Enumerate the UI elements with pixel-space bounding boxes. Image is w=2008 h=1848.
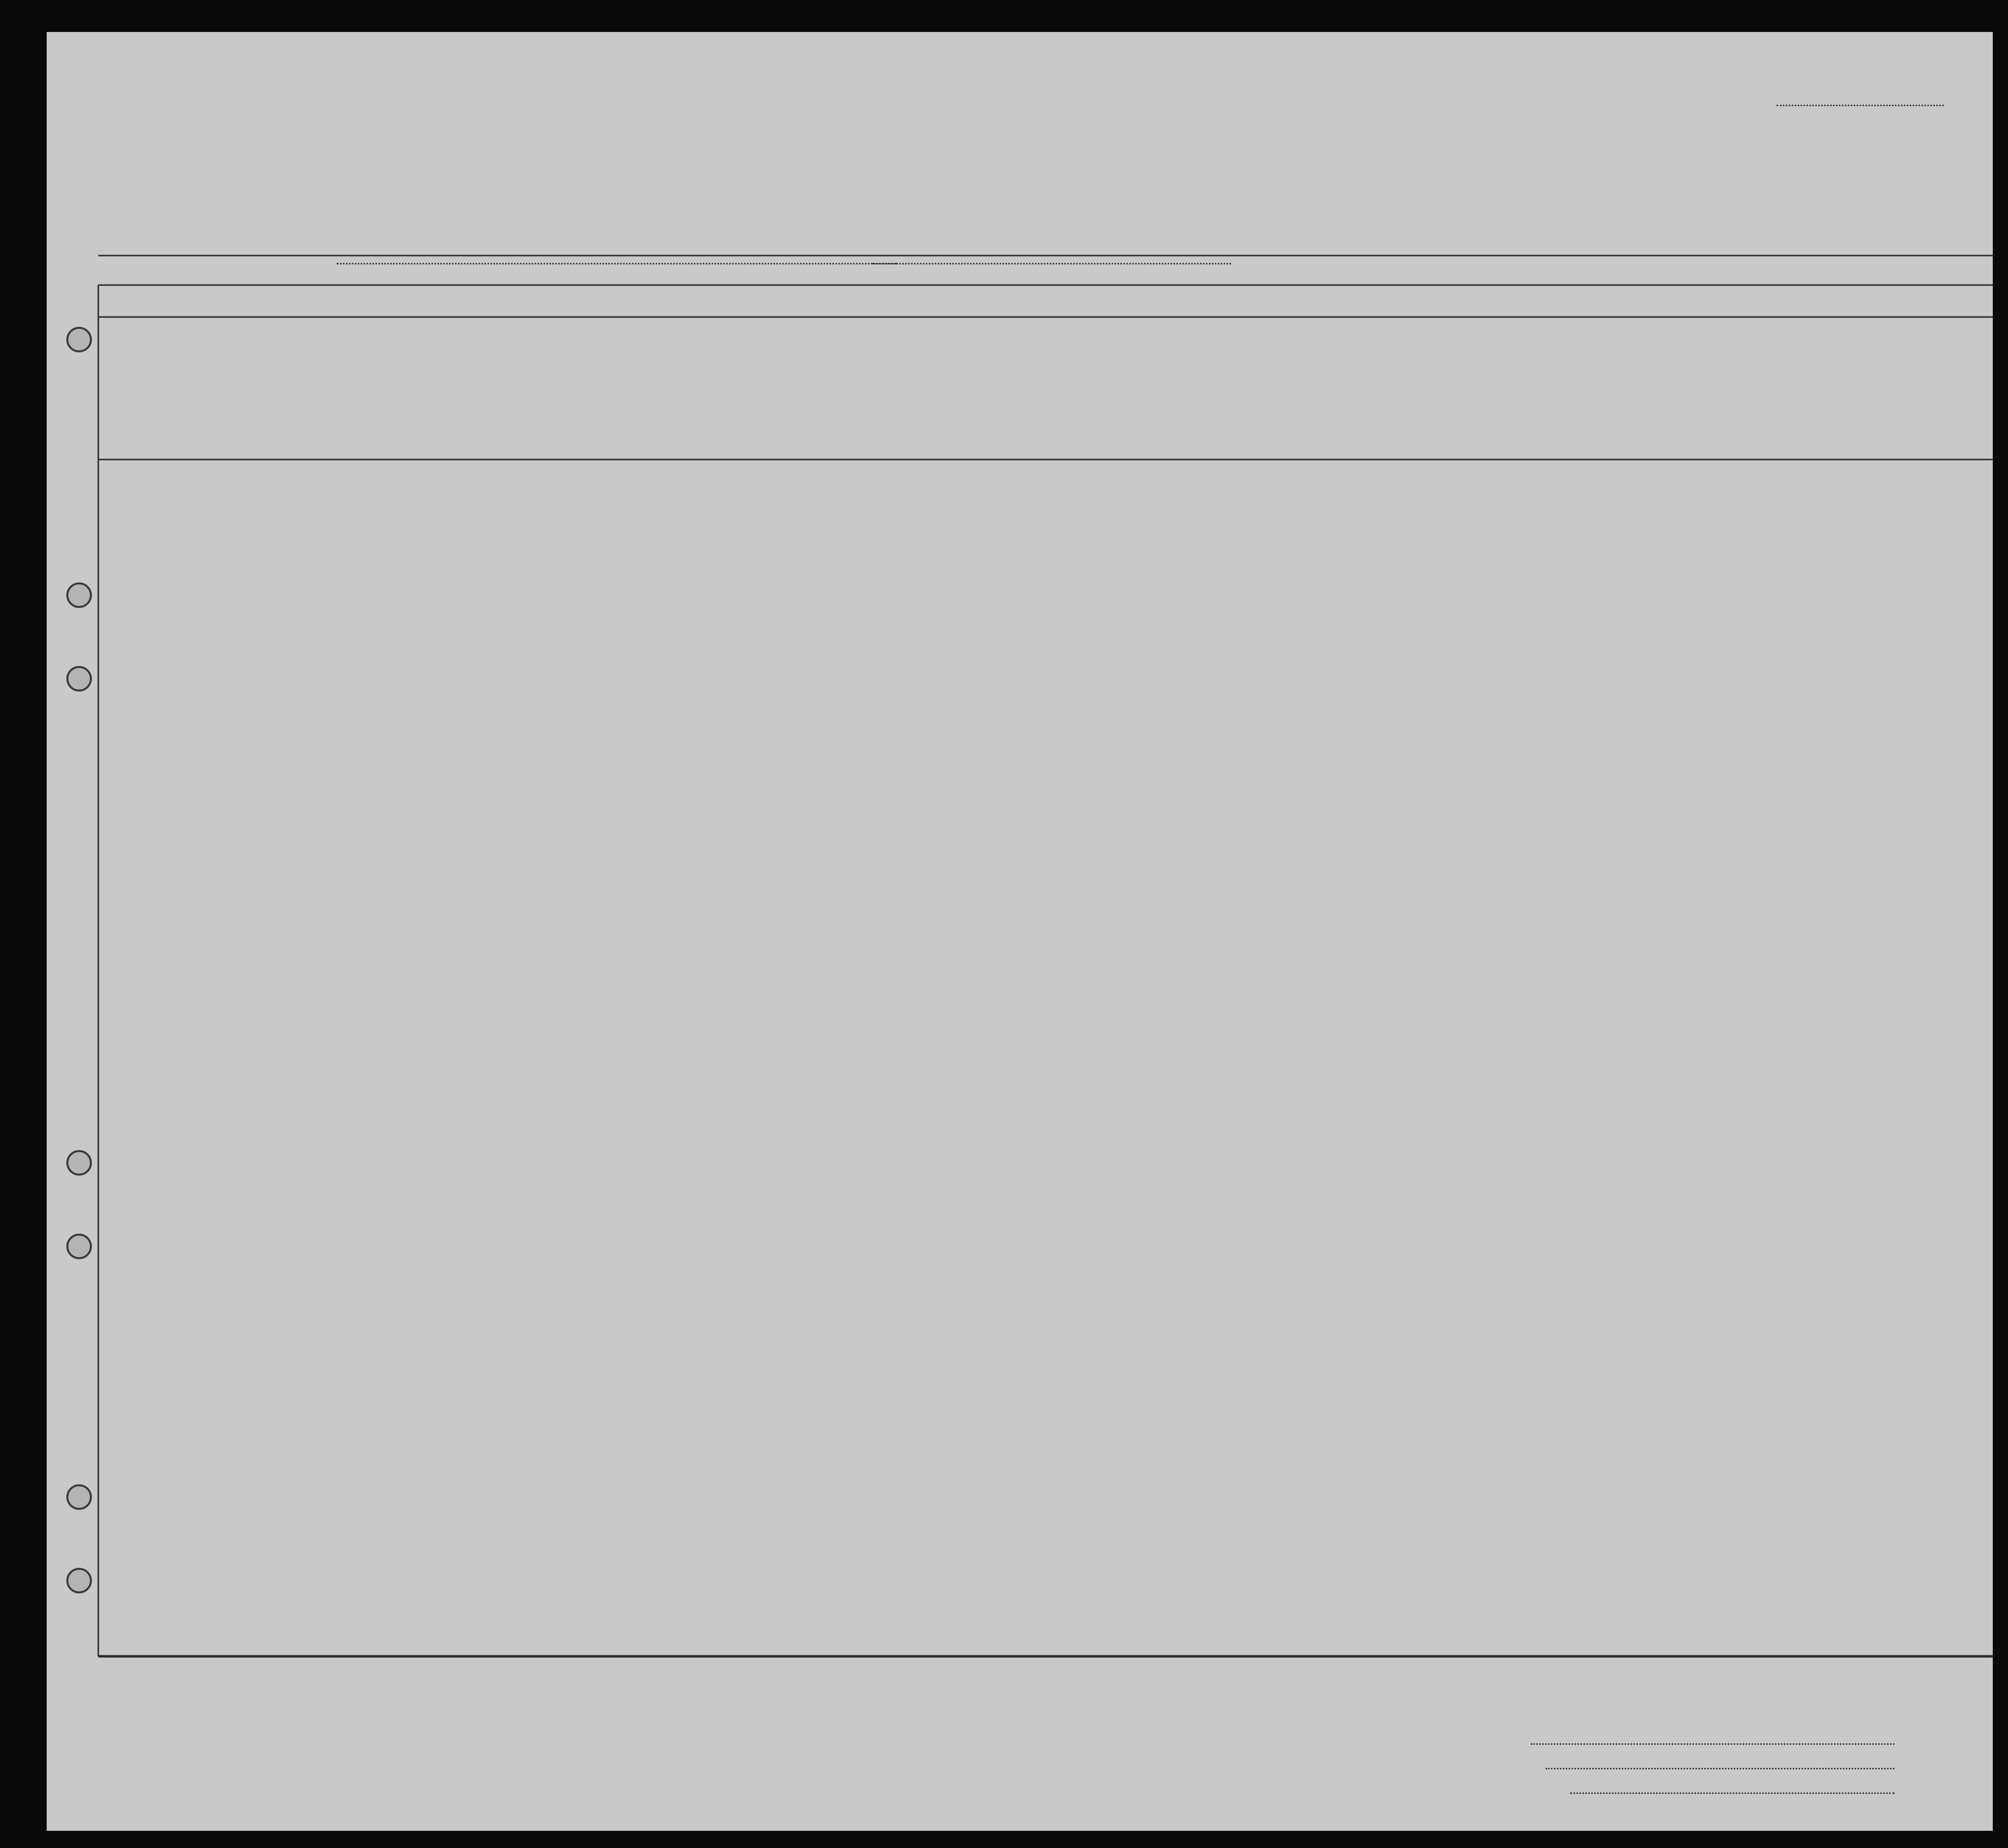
manifest-grid bbox=[47, 32, 1993, 1831]
header-feet bbox=[1632, 420, 1646, 455]
header-fifty-dollars bbox=[701, 322, 728, 455]
header-q31 bbox=[1482, 337, 1496, 455]
header-ticket bbox=[577, 322, 602, 455]
header-anarchist bbox=[1329, 337, 1344, 455]
header-purpose-c bbox=[1238, 366, 1263, 455]
header-purpose-b bbox=[1206, 366, 1231, 455]
header-q30 bbox=[1457, 337, 1472, 455]
agents-blank bbox=[1570, 1792, 1894, 1794]
header-inches bbox=[1656, 420, 1671, 455]
header-q28 bbox=[1354, 337, 1403, 455]
header-q29 bbox=[1420, 337, 1450, 455]
manifest-sheet bbox=[47, 32, 1993, 1831]
owners-blank bbox=[1546, 1768, 1894, 1769]
header-polygamist bbox=[1302, 337, 1317, 455]
header-purpose-a bbox=[1167, 366, 1197, 455]
header-prison bbox=[1270, 337, 1300, 455]
line-blank bbox=[1531, 1743, 1894, 1745]
